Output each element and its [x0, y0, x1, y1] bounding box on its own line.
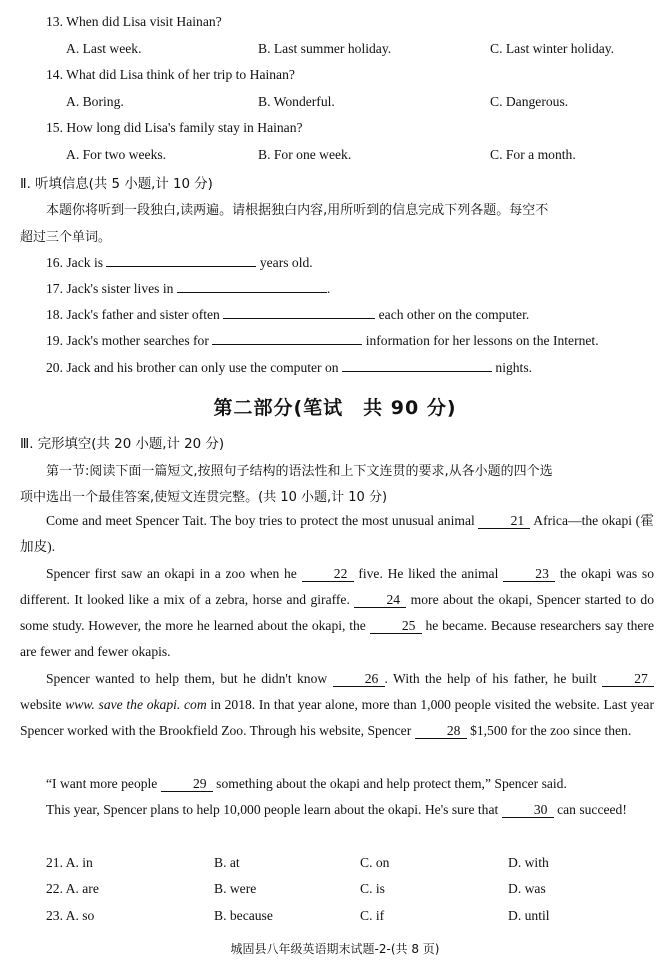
option-21c: C. on — [360, 855, 390, 870]
cloze-blank-28[interactable]: 28 — [415, 723, 467, 739]
passage-text: something about the okapi and help protect them,” Spencer said. — [216, 776, 567, 791]
fill-item-16-pre: 16. Jack is — [46, 255, 104, 270]
passage-text: Spencer wanted to help them, but he didn't know — [46, 671, 328, 686]
website-url: www. save the okapi. com — [65, 697, 207, 712]
fill-item-17-post: . — [326, 281, 331, 296]
fill-item-18 — [46, 304, 529, 323]
page-footer: 城固县八年级英语期末试题-2-(共 8 页) — [230, 942, 440, 956]
question-15: 15. How long did Lisa's family stay in Hainan? — [46, 120, 303, 135]
fill-item-20 — [46, 357, 532, 376]
answer-blank-20[interactable] — [342, 357, 492, 372]
passage-paragraph-4 — [20, 771, 654, 797]
option-14a: A. Boring. — [66, 94, 124, 109]
passage-paragraph-3 — [20, 666, 654, 744]
passage-text: Spencer first saw an okapi in a zoo when he — [46, 566, 297, 581]
option-22d: D. was — [508, 881, 546, 896]
question-13: 13. When did Lisa visit Hainan? — [46, 14, 222, 29]
cloze-blank-21[interactable]: 21 — [478, 513, 530, 529]
fill-item-19-post: information for her lessons on the Internet. — [365, 333, 599, 348]
fill-item-18-post: each other on the computer. — [378, 307, 530, 322]
option-13c: C. Last winter holiday. — [490, 41, 615, 56]
passage-paragraph-2 — [20, 561, 654, 665]
part-2-title: 第二部分(笔试 共 90 分) — [213, 397, 457, 419]
option-22a: 22. A. are — [46, 881, 99, 896]
option-23c: C. if — [360, 908, 385, 923]
option-15c: C. For a month. — [490, 147, 576, 162]
option-21b: B. at — [214, 855, 240, 870]
option-22c: C. is — [360, 881, 385, 896]
passage-text: he became. Because researchers say there are fewer and fewer okapis. — [20, 618, 654, 659]
cloze-blank-26[interactable]: 26 — [333, 671, 385, 687]
fill-item-18-pre: 18. Jack's father and sister often — [46, 307, 220, 322]
fill-item-19-pre: 19. Jack's mother searches for — [46, 333, 209, 348]
answer-blank-17[interactable] — [177, 278, 327, 293]
option-22b: B. were — [214, 881, 257, 896]
option-23b: B. because — [214, 908, 273, 923]
option-13b: B. Last summer holiday. — [258, 41, 392, 56]
option-23d: D. until — [508, 908, 550, 923]
fill-item-17-pre: 17. Jack's sister lives in — [46, 281, 174, 296]
answer-blank-18[interactable] — [223, 304, 375, 319]
passage-text: $1,500 for the zoo since then. — [470, 723, 632, 738]
passage-text: can succeed! — [557, 802, 627, 817]
option-13a: A. Last week. — [66, 41, 142, 56]
cloze-blank-29[interactable]: 29 — [161, 776, 213, 792]
option-21d: D. with — [508, 855, 549, 870]
passage-text: the okapi was so different. It looked like a mix of a zebra, horse and giraffe. — [20, 566, 655, 607]
cloze-blank-23[interactable]: 23 — [503, 566, 555, 582]
section-3-title: Ⅲ. 完形填空(共 20 小题,计 20 分) — [20, 437, 225, 452]
section-2-title: Ⅱ. 听填信息(共 5 小题,计 10 分) — [20, 177, 213, 192]
passage-text: in 2018. In that year alone, more than 1,000 people visited the website. Last year Spencer worked with the Brookfield Zoo. Through his website, Spencer — [20, 697, 654, 738]
section-2-instruction-cont: 超过三个单词。 — [20, 230, 112, 245]
cloze-blank-30[interactable]: 30 — [502, 802, 554, 818]
fill-item-16-post: years old. — [259, 255, 313, 270]
option-21a: 21. A. in — [46, 855, 93, 870]
answer-blank-16[interactable] — [106, 252, 256, 267]
section-3-instruction-cont: 项中选出一个最佳答案,使短文连贯完整。(共 10 小题,计 10 分) — [20, 490, 388, 505]
passage-text: . With the help of his father, he built — [384, 671, 597, 686]
question-14: 14. What did Lisa think of her trip to Hainan? — [46, 67, 295, 82]
passage-paragraph-5 — [20, 797, 654, 823]
passage-text: Come and meet Spencer Tait. The boy tries to protect the most unusual animal — [46, 513, 475, 528]
cloze-blank-24[interactable]: 24 — [354, 592, 406, 608]
fill-item-20-post: nights. — [495, 360, 533, 375]
passage-text: more about the okapi, Spencer started to do some study. However, the more he learned about the okapi, the — [20, 592, 654, 633]
answer-blank-19[interactable] — [212, 330, 362, 345]
option-23a: 23. A. so — [46, 908, 95, 923]
passage-text: five. He liked the animal — [358, 566, 499, 581]
passage-paragraph-1 — [20, 508, 654, 560]
passage-text: Africa—the okapi (霍加皮). — [20, 513, 654, 554]
cloze-blank-25[interactable]: 25 — [370, 618, 422, 634]
option-15b: B. For one week. — [258, 147, 352, 162]
option-14b: B. Wonderful. — [258, 94, 335, 109]
option-15a: A. For two weeks. — [66, 147, 167, 162]
passage-text: This year, Spencer plans to help 10,000 people learn about the okapi. He's sure that — [46, 802, 499, 817]
option-14c: C. Dangerous. — [490, 94, 569, 109]
passage-text: website — [20, 697, 62, 712]
cloze-blank-22[interactable]: 22 — [302, 566, 354, 582]
section-3-instruction: 第一节:阅读下面一篇短文,按照句子结构的语法性和上下文连贯的要求,从各小题的四个选 — [46, 464, 553, 479]
fill-item-19 — [46, 330, 599, 349]
section-2-instruction: 本题你将听到一段独白,读两遍。请根据独白内容,用所听到的信息完成下列各题。每空不 — [46, 203, 549, 218]
fill-item-16 — [46, 252, 313, 271]
fill-item-20-pre: 20. Jack and his brother can only use the computer on — [46, 360, 339, 375]
fill-item-17 — [46, 278, 330, 297]
cloze-blank-27[interactable]: 27 — [602, 671, 654, 687]
passage-text: “I want more people — [46, 776, 158, 791]
